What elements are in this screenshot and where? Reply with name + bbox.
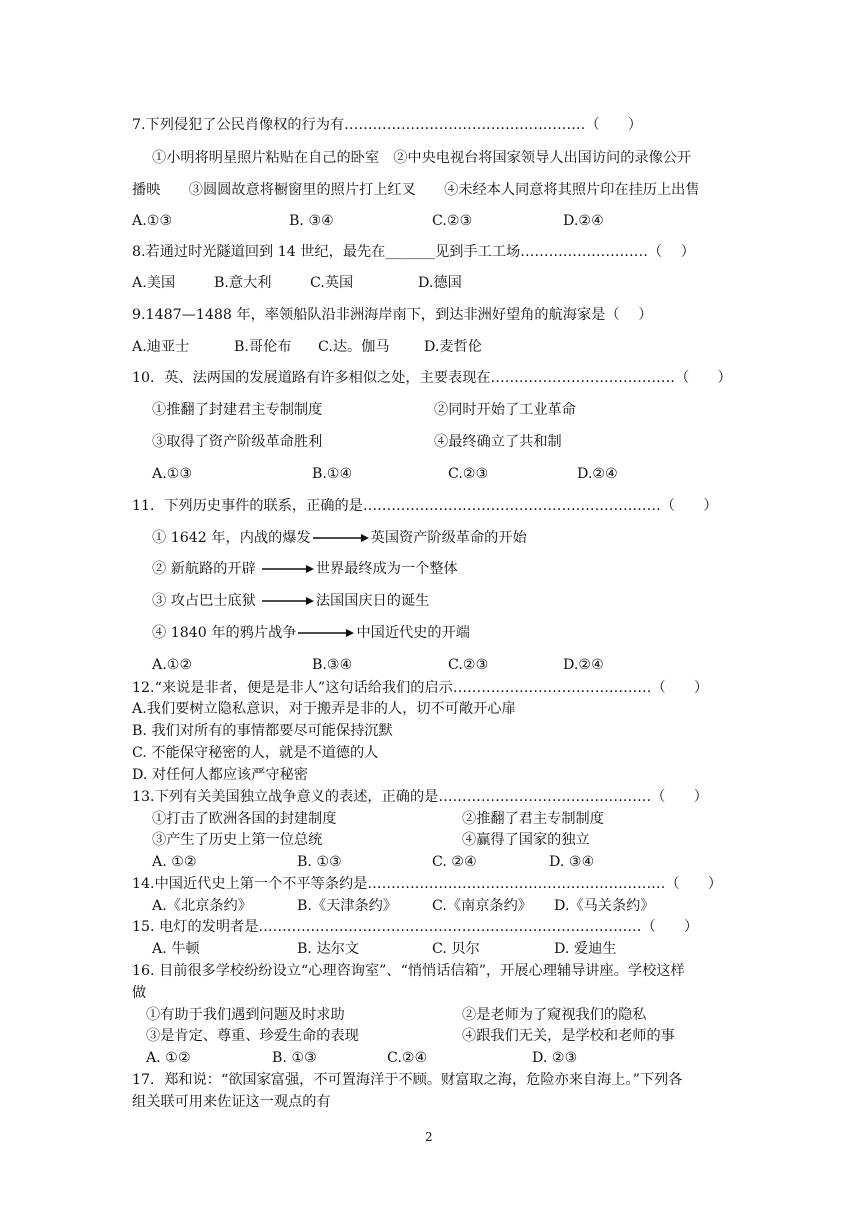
q16-option-d: D. ②③ [532,1050,578,1066]
q10-option-a: A.①③ [152,466,193,482]
q11-row-3-cause: ③ 攻占巴士底狱 [152,593,256,609]
q13-option-d: D. ③④ [549,854,595,870]
q13-option-c: C. ②④ [432,854,477,870]
q11-option-b: B.③④ [312,657,353,673]
q9-option-a: A.迪亚士 [132,339,190,355]
q7-option-d: D.②④ [563,213,604,229]
q15-option-a: A. 牛顿 [152,941,200,957]
q14-option-c: C.《南京条约》 [432,898,532,914]
q8-option-d: D.德国 [418,275,462,291]
q15-option-c: C. 贝尔 [432,941,480,957]
q15-title: 15. 电灯的发明者是………………………………………………………………………（ ） [132,919,699,935]
arrow-right-icon [298,628,354,638]
q11-title: 11．下列历史事件的联系，正确的是………………………………………………………（ ） [132,498,718,514]
q11-row-2 [152,559,458,579]
q11-row-3-effect: 法国国庆日的诞生 [315,593,430,609]
q10-option-b: B.①④ [312,466,353,482]
q12-option-b: B. 我们对所有的事情都要尽可能保持沉默 [132,723,393,739]
q9-option-b: B.哥伦布 [234,339,292,355]
q11-row-1-effect: 英国资产阶级革命的开始 [370,530,527,546]
q16-item-4: ④跟我们无关，是学校和老师的事 [462,1028,675,1044]
q16-item-3: ③是肯定、尊重、珍爱生命的表现 [146,1028,359,1044]
q9-option-c: C.达。伽马 [318,339,390,355]
q15-option-d: D. 爱迪生 [554,941,617,957]
q7-option-a: A.①③ [132,213,173,229]
q16-title-line-2: 做 [132,985,147,1001]
q14-option-d: D.《马关条约》 [554,898,655,914]
q16-option-c: C.②④ [387,1050,428,1066]
q9-title: 9.1487—1488 年，率领船队沿非洲海岸南下，到达非洲好望角的航海家是（ ） [132,307,653,323]
q16-item-1: ①有助于我们遇到问题及时求助 [146,1007,345,1023]
q14-option-a: A.《北京条约》 [152,898,252,914]
arrow-right-icon [258,564,314,574]
q16-title-line-1: 16. 目前很多学校纷纷设立“心理咨询室”、“悄悄话信箱”，开展心理辅导讲座。学校这样 [132,963,685,979]
q9-option-d: D.麦哲伦 [424,339,482,355]
q13-title: 13.下列有关美国独立战争意义的表述，正确的是………………………………………（ ） [132,789,708,805]
q11-row-2-effect: 世界最终成为一个整体 [315,561,458,577]
q15-option-b: B. 达尔文 [297,941,360,957]
q10-item-2: ②同时开始了工业革命 [434,402,576,418]
q12-option-c: C. 不能保守秘密的人，就是不道德的人 [132,745,379,761]
arrow-right-icon [313,533,369,543]
page-number: 2 [425,1130,433,1144]
q16-item-2: ②是老师为了窥视我们的隐私 [462,1007,647,1023]
q12-option-d: D. 对任何人都应该严守秘密 [132,767,308,783]
q11-row-4-effect: 中国近代史的开端 [356,625,470,641]
q12-title: 12.“来说是非者，便是是非人”这句话给我们的启示……………………………………（ ） [132,680,709,696]
q7-title: 7.下列侵犯了公民肖像权的行为有……………………………………………（ ） [132,117,643,133]
q11-row-2-cause: ② 新航路的开辟 [152,561,256,577]
q13-option-a: A. ①② [152,854,197,870]
q13-item-3: ③产生了历史上第一位总统 [152,832,323,848]
q17-title-line-1: 17．郑和说：“欲国家富强，不可置海洋于不顾。财富取之海，危险亦来自海上。”下列各 [132,1072,683,1088]
q13-option-b: B. ①③ [297,854,342,870]
q7-option-b: B. ③④ [289,213,334,229]
q11-row-3 [152,591,429,611]
q8-option-a: A.美国 [132,275,176,291]
q13-item-4: ④赢得了国家的独立 [462,832,590,848]
q7-line2: 播映 ③圆圆故意将橱窗里的照片打上红叉 ④未经本人同意将其照片印在挂历上出售 [132,182,700,198]
q11-option-a: A.①② [152,657,193,673]
q11-row-1 [152,528,527,548]
q11-row-4-cause: ④ 1840 年的鸦片战争 [152,625,297,641]
q10-option-d: D.②④ [577,466,618,482]
q11-option-d: D.②④ [563,657,604,673]
q16-option-b: B. ①③ [272,1050,317,1066]
q7-option-c: C.②③ [432,213,473,229]
q10-item-3: ③取得了资产阶级革命胜利 [152,434,323,450]
q11-row-4 [152,623,470,643]
q16-option-a: A. ①② [146,1050,191,1066]
q8-option-c: C.英国 [310,275,354,291]
q13-item-2: ②推翻了君主专制制度 [462,811,604,827]
q11-option-c: C.②③ [448,657,489,673]
q10-item-4: ④最终确立了共和制 [434,434,562,450]
q10-title: 10．英、法两国的发展道路有许多相似之处，主要表现在…………………………………（ ） [132,370,732,386]
q13-item-1: ①打击了欧洲各国的封建制度 [152,811,337,827]
q14-option-b: B.《天津条约》 [297,898,398,914]
arrow-right-icon [258,596,314,606]
q8-option-b: B.意大利 [214,275,272,291]
q12-option-a: A.我们要树立隐私意识，对于搬弄是非的人，切不可敞开心扉 [132,701,516,717]
q17-title-line-2: 组关联可用来佐证这一观点的有 [132,1094,331,1110]
q14-title: 14.中国近代史上第一个不平等条约是………………………………………………………（ ） [132,876,723,892]
q7-line1: ①小明将明星照片粘贴在自己的卧室 ②中央电视台将国家领导人出国访问的录像公开 [152,150,692,166]
q8-title: 8.若通过时光隧道回到 14 世纪，最先在_______见到手工工场………………………（ ） [132,244,695,260]
q11-row-1-cause: ① 1642 年，内战的爆发 [152,530,311,546]
q10-item-1: ①推翻了封建君主专制制度 [152,402,323,418]
q10-option-c: C.②③ [448,466,489,482]
